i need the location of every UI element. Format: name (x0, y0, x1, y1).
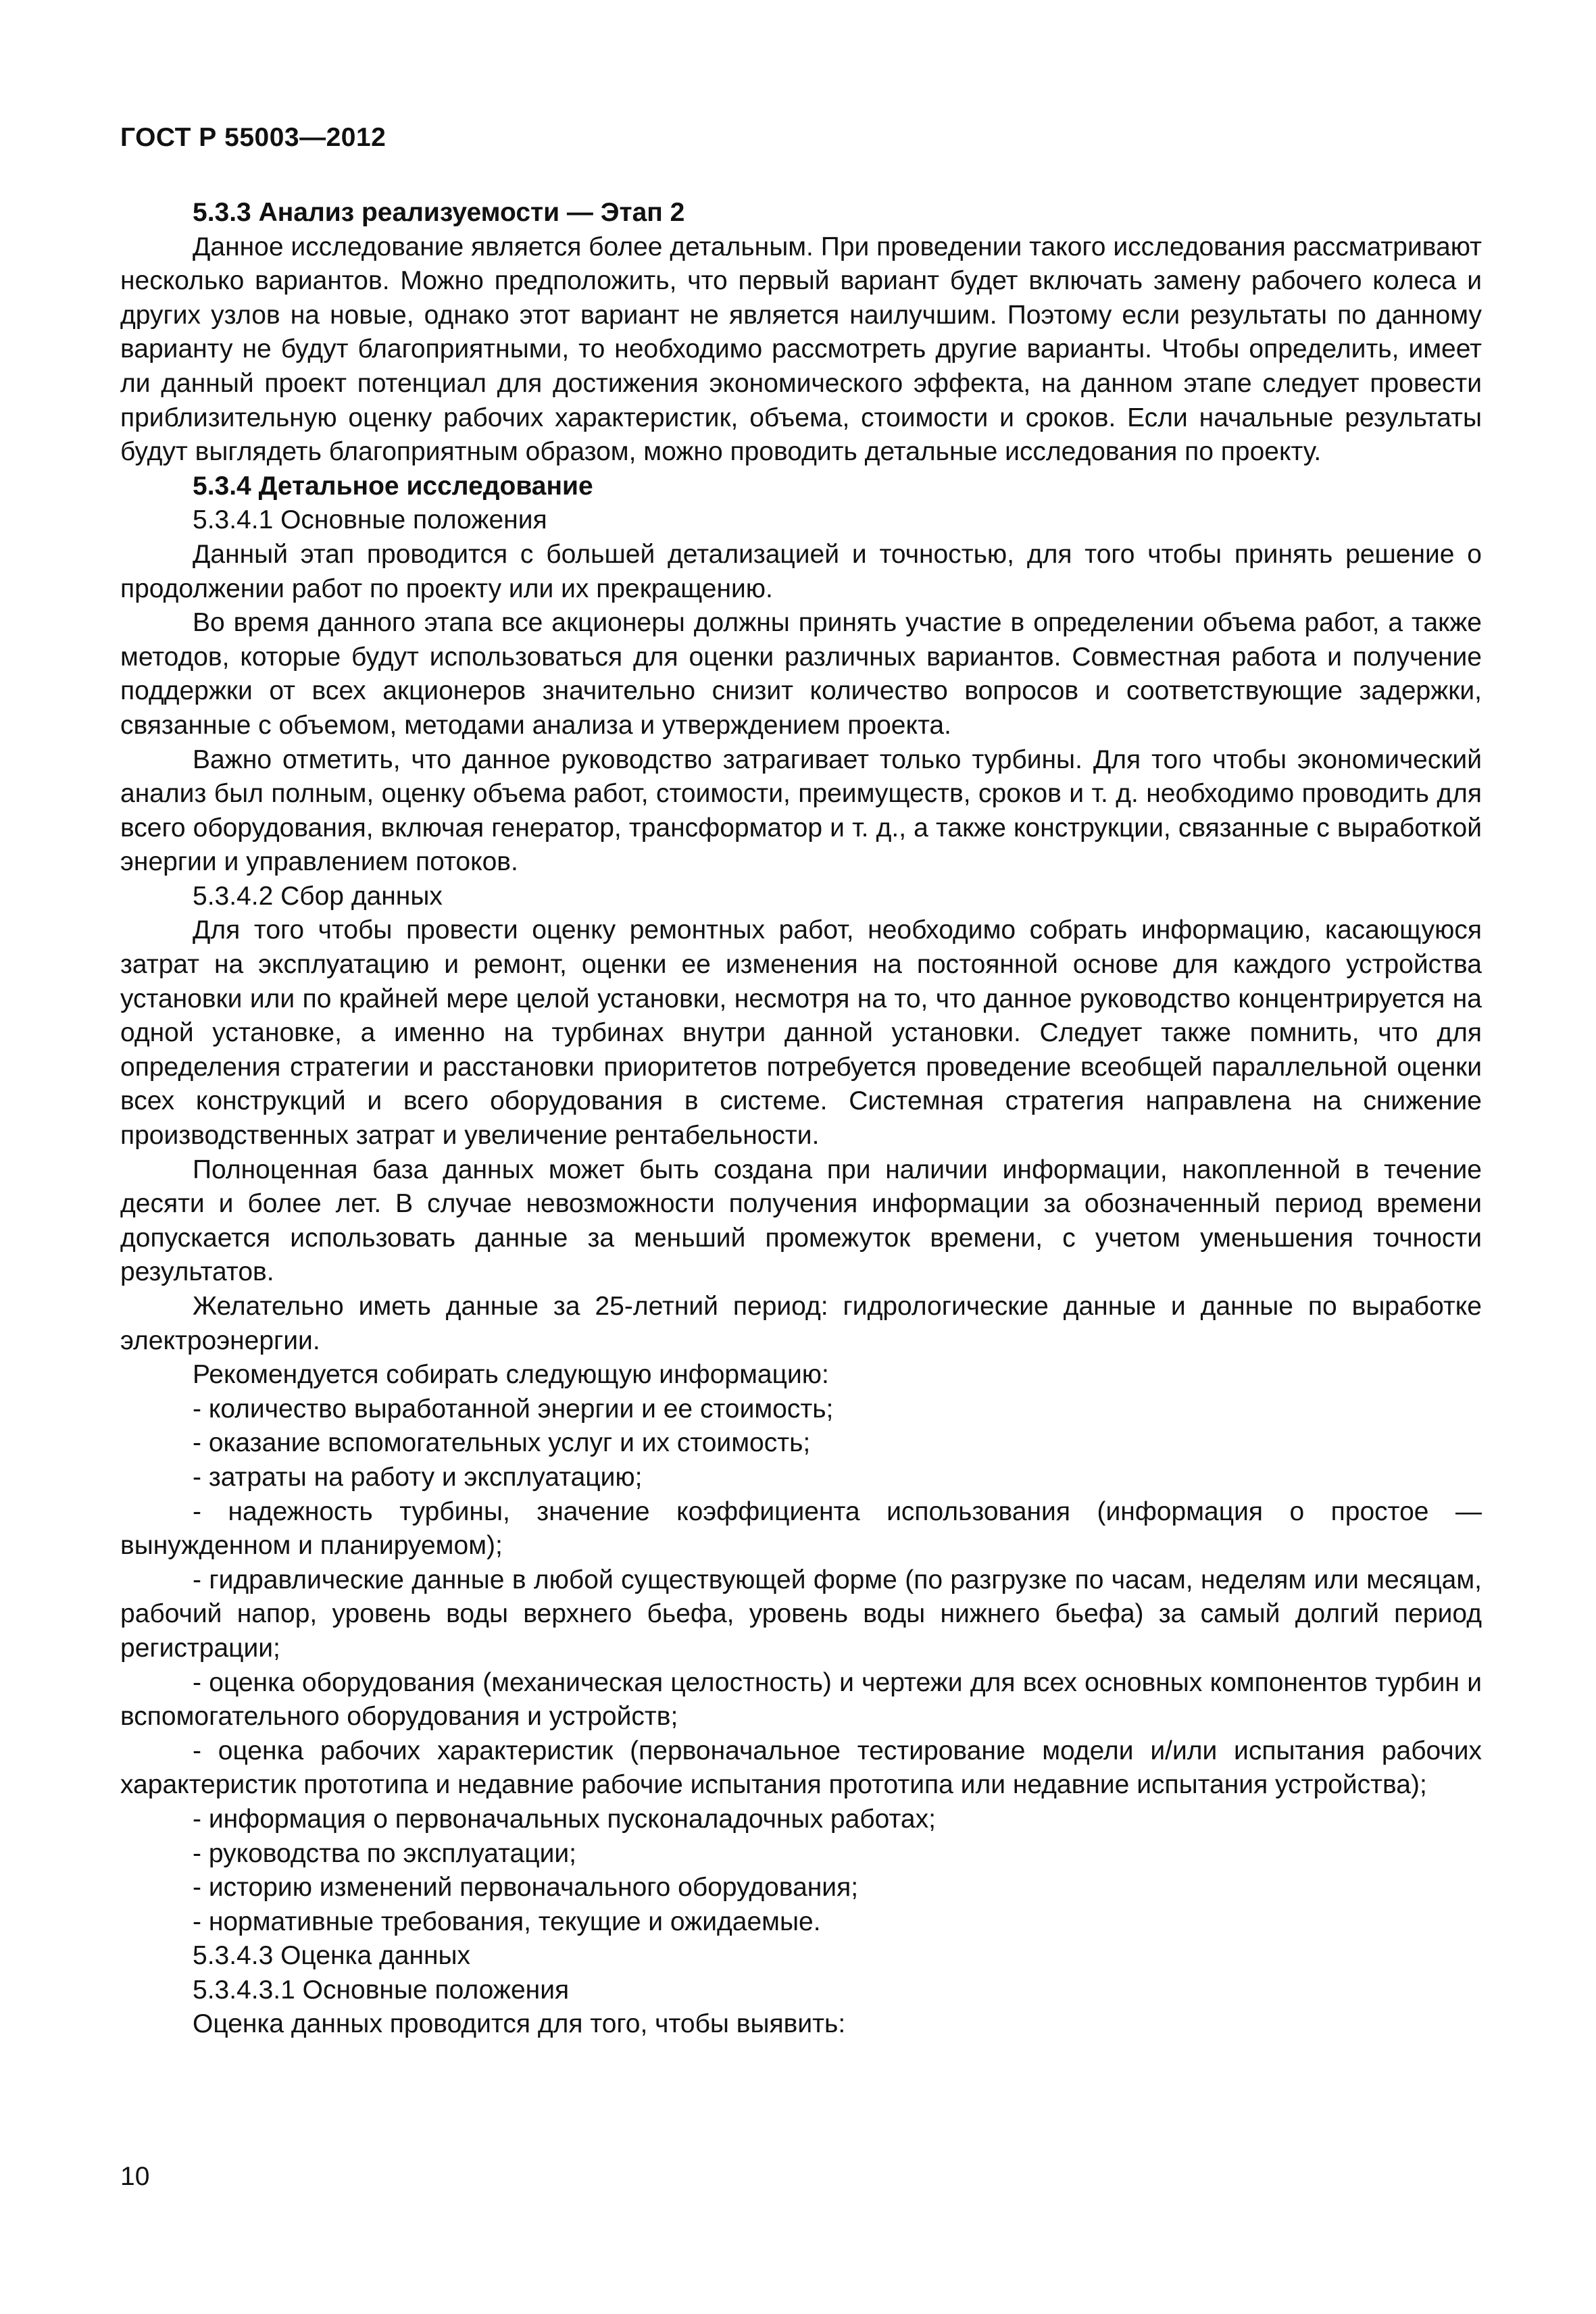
paragraph: Желательно иметь данные за 25-летний период: гидрологические данные и данные по выработке электроэнергии. (120, 1292, 1482, 1355)
document-header: ГОСТ Р 55003—2012 (120, 123, 386, 152)
paragraph: - оценка оборудования (механическая целостность) и чертежи для всех основных компонентов турбин и вспомогательного оборудования и устройств; (120, 1667, 1482, 1732)
paragraph: Данное исследование является более детальным. При проведении такого исследования рассматривают несколько вариантов. Можно предположить, что первый вариант будет включать замену рабочего колеса и других узлов на новые, однако этот вариант не является наилучшим. Поэтому если результаты по данному варианту не будут благоприятными, то необходимо рассмотреть другие варианты. Чтобы определить, имеет ли данный проект потенциал для достижения экономического эффекта, на данном этапе следует провести приблизительную оценку рабочих характеристик, объема, стоимости и сроков. Если начальные результаты будут выглядеть благоприятным образом, можно проводить детальные исследования по проекту. (120, 232, 1482, 467)
paragraph: - историю изменений первоначального оборудования; (193, 1873, 859, 1903)
page-number: 10 (120, 2162, 150, 2191)
paragraph: Важно отметить, что данное руководство затрагивает только турбины. Для того чтобы экономический анализ был полным, оценку объема работ, стоимости, преимуществ, сроков и т. д. необходимо проводить для всего оборудования, включая генератор, трансформатор и т. д., а также конструкции, связанные с выработкой энергии и управлением потоков. (120, 745, 1482, 877)
paragraph: - количество выработанной энергии и ее стоимость; (193, 1394, 834, 1424)
paragraph: - информация о первоначальных пусконаладочных работах; (193, 1804, 936, 1834)
paragraph: 5.3.4.3 Оценка данных (193, 1941, 471, 1971)
paragraph: Данный этап проводится с большей детализацией и точностью, для того чтобы принять решение о продолжении работ по проекту или их прекращению. (120, 539, 1482, 603)
paragraph: - руководства по эксплуатации; (193, 1838, 576, 1868)
paragraph: - затраты на работу и эксплуатацию; (193, 1462, 643, 1492)
paragraph: Полноценная база данных может быть создана при наличии информации, накопленной в течение десяти и более лет. В случае невозможности получения информации за обозначенный период времени допускается использовать данные за меньший промежуток времени, с учетом уменьшения точности результатов. (120, 1155, 1482, 1287)
section-heading: 5.3.4 Детальное исследование (193, 471, 593, 501)
paragraph: - гидравлические данные в любой существующей форме (по разгрузке по часам, неделям или месяцам, рабочий напор, уровень воды верхнего бьефа, уровень воды нижнего бьефа) за самый долгий период регистрации; (120, 1565, 1482, 1663)
paragraph: Для того чтобы провести оценку ремонтных работ, необходимо собрать информацию, касающуюся затрат на эксплуатацию и ремонт, оценки ее изменения на постоянной основе для каждого устройства установки или по крайней мере целой установки, несмотря на то, что данное руководство концентрируется на одной установке, а именно на турбинах внутри данной установки. Следует также помнить, что для определения стратегии и расстановки приоритетов потребуется проведение всеобщей параллельной оценки всех конструкций и всего оборудования в системе. Системная стратегия направлена на снижение производственных затрат и увеличение рентабельности. (120, 915, 1482, 1151)
paragraph: Во время данного этапа все акционеры должны принять участие в определении объема работ, а также методов, которые будут использоваться для оценки различных вариантов. Совместная работа и получение поддержки от всех акционеров значительно снизит количество вопросов и соответствующие задержки, связанные с объемом, методами анализа и утверждением проекта. (120, 608, 1482, 740)
paragraph: - оказание вспомогательных услуг и их стоимость; (193, 1428, 811, 1458)
paragraph: 5.3.4.2 Сбор данных (193, 881, 443, 911)
paragraph: Рекомендуется собирать следующую информацию: (193, 1360, 829, 1390)
paragraph: Оценка данных проводится для того, чтобы выявить: (193, 2009, 846, 2039)
paragraph: - надежность турбины, значение коэффициента использования (информация о простое — вынужденном и планируемом); (120, 1496, 1482, 1561)
paragraph: - оценка рабочих характеристик (первоначальное тестирование модели и/или испытания рабочих характеристик прототипа и недавние рабочие испытания прототипа или недавние испытания устройства); (120, 1736, 1482, 1800)
paragraph: 5.3.4.3.1 Основные положения (193, 1975, 570, 2005)
document-body (120, 196, 1482, 2042)
paragraph: 5.3.4.1 Основные положения (193, 505, 547, 535)
paragraph: - нормативные требования, текущие и ожидаемые. (193, 1907, 821, 1936)
section-heading: 5.3.3 Анализ реализуемости — Этап 2 (193, 198, 685, 227)
